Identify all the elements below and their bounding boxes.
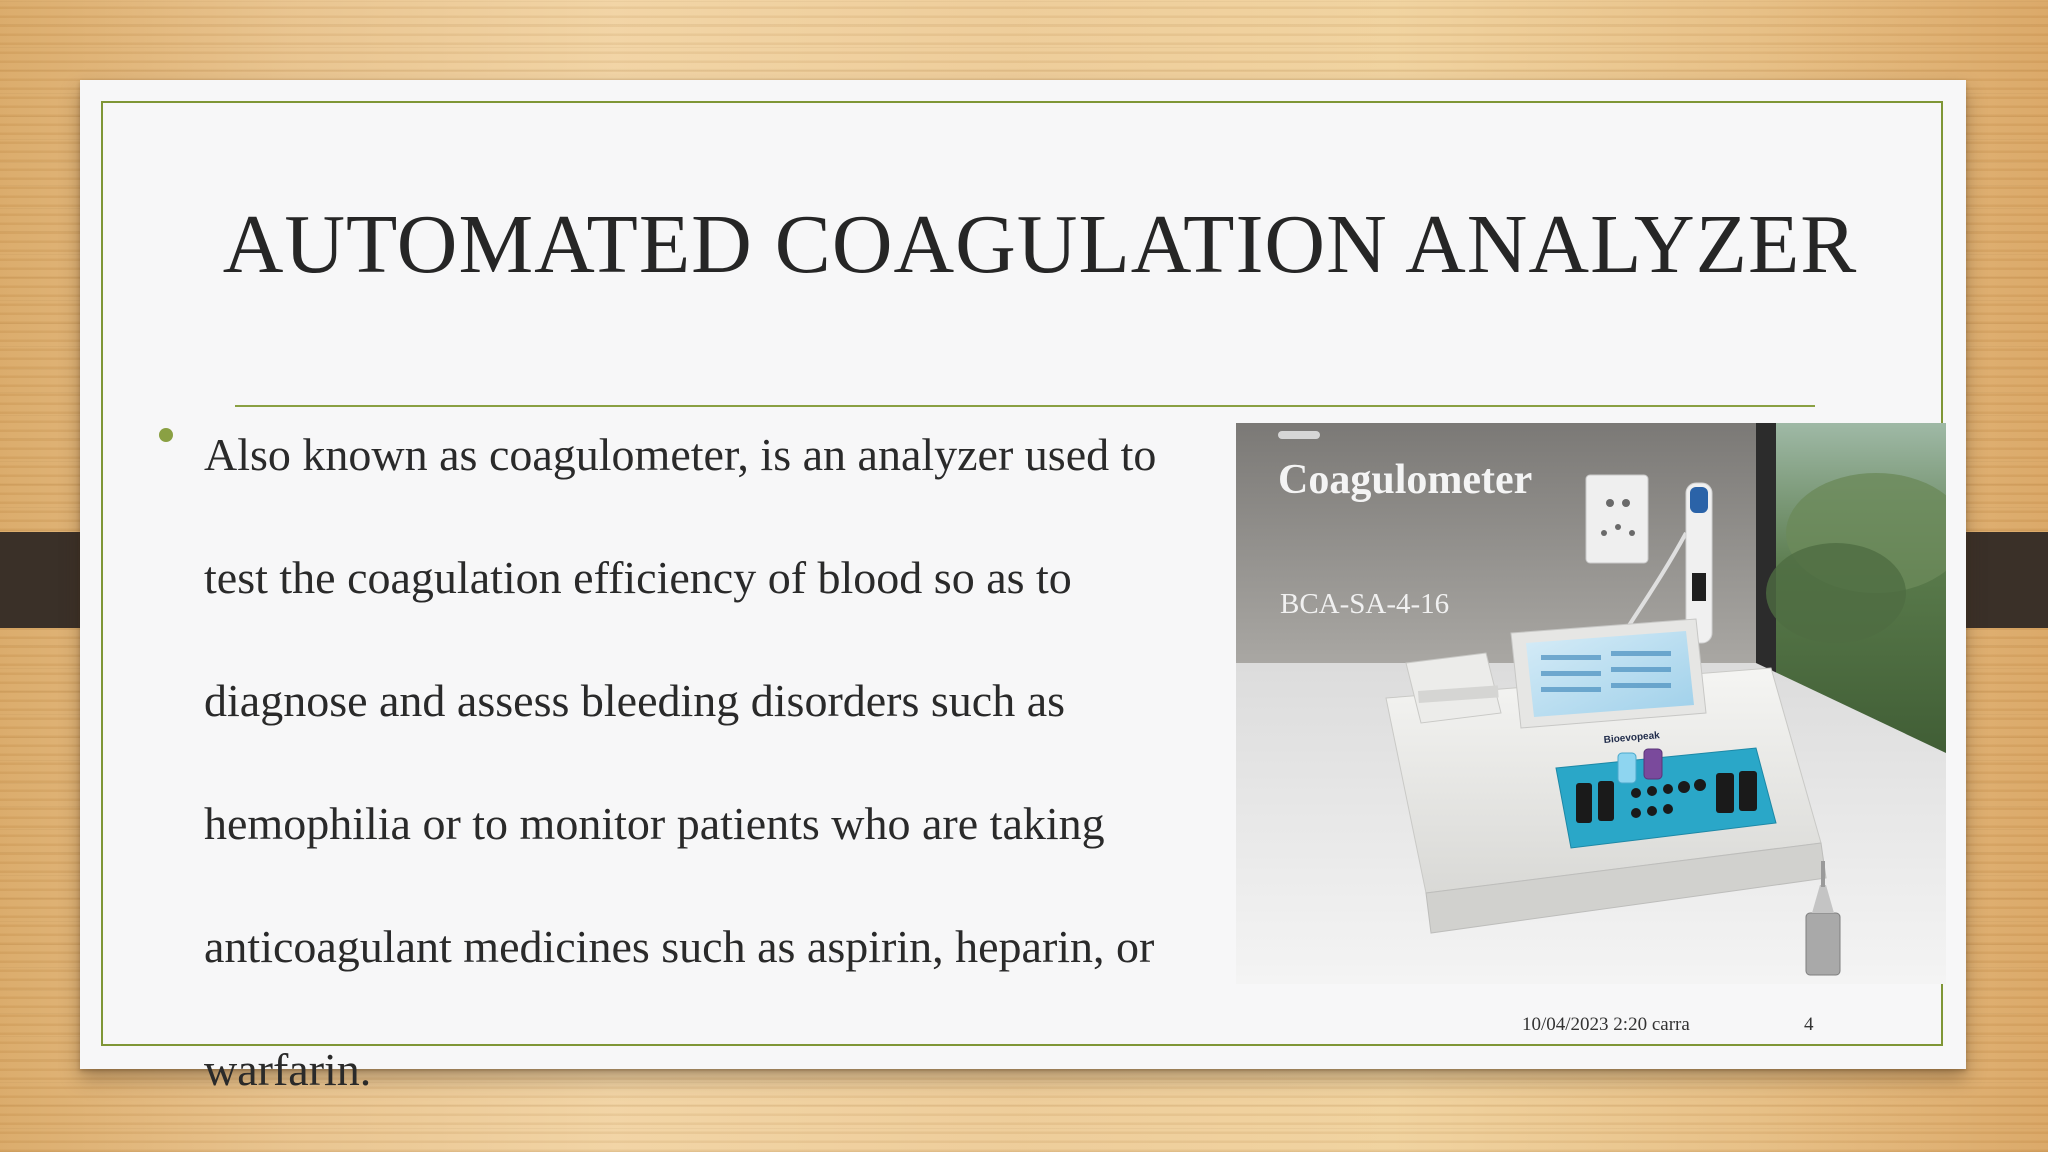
device-brand-label: Bioevopeak: [1603, 730, 1661, 746]
slide-title: AUTOMATED COAGULATION ANALYZER: [222, 198, 1858, 291]
page-number: 4: [1804, 1014, 1814, 1035]
bullet-line: test the coagulation efficiency of blood so as to: [204, 552, 1072, 603]
bullet-line: Also known as coagulometer, is an analyzer used to: [204, 429, 1157, 480]
bullet-line: warfarin.: [204, 1044, 372, 1095]
bullet-dot: [159, 428, 173, 442]
coagulometer-illustration: [1236, 423, 1946, 984]
photo-model-label: BCA-SA-4-16: [1280, 588, 1450, 620]
bullet-text: [204, 393, 1244, 1131]
bullet-line: diagnose and assess bleeding disorders such as: [204, 675, 1066, 726]
bullet-line: anticoagulant medicines such as aspirin, heparin, or: [204, 921, 1155, 972]
coagulometer-photo: [1236, 423, 1946, 984]
photo-heading: Coagulometer: [1278, 457, 1533, 503]
footer-date: 10/04/2023 2:20 carra: [1522, 1014, 1690, 1035]
bullet-line: hemophilia or to monitor patients who are taking: [204, 798, 1105, 849]
